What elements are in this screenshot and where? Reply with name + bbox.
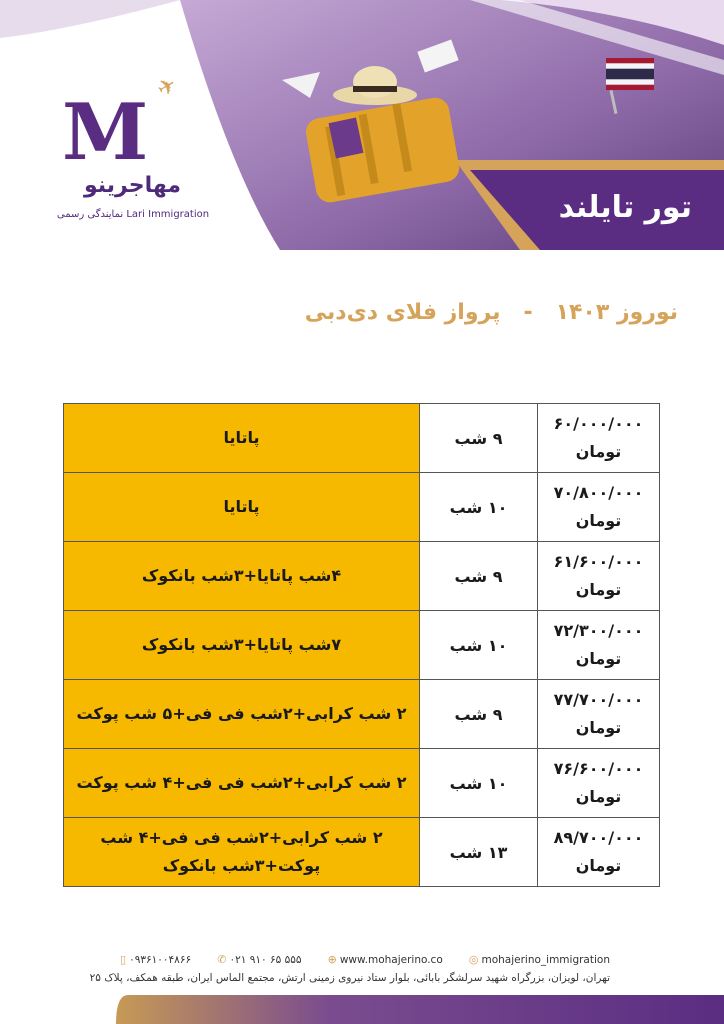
website-link[interactable]: ⊕ www.mohajerino.co — [327, 953, 443, 966]
nights-cell: ۱۰ شب — [420, 473, 538, 542]
price-cell: ۷۷/۷۰۰/۰۰۰ تومان — [538, 680, 660, 749]
nights-cell: ۱۳ شب — [420, 818, 538, 887]
globe-icon: ⊕ — [327, 953, 337, 966]
tour-subtitle: نوروز ۱۴۰۳ - پرواز فلای دی‌دبی — [304, 300, 678, 325]
table-row — [64, 818, 660, 887]
logo-letter: M — [62, 87, 149, 178]
instagram-icon: ◎ — [468, 953, 479, 966]
destination-cell: پاتایا — [64, 404, 420, 473]
destination-cell: ۷شب پاتایا+۳شب بانکوک — [64, 611, 420, 680]
brand-logo — [40, 72, 220, 235]
tour-title: تور تایلند — [558, 190, 692, 225]
destination-cell: ۲ شب کرابی+۲شب فی فی+۴ شب پوکت — [64, 749, 420, 818]
footer-address: تهران، لویزان، بزرگراه شهید سرلشگر بابائی، بلوار ستاد نیروی زمینی ارتش، مجتمع الماس ایران، طبقه همکف، پلاک ۲۵ — [89, 972, 610, 984]
thailand-flag-icon — [606, 58, 654, 90]
phone-contact[interactable]: ✆ ۰۲۱ ۹۱۰ ۶۵ ۵۵۵ — [217, 953, 302, 966]
footer-contacts — [120, 953, 610, 966]
price-cell: ۷۲/۳۰۰/۰۰۰ تومان — [538, 611, 660, 680]
nights-cell: ۹ شب — [420, 404, 538, 473]
brand-name: مهاجرینو — [84, 173, 181, 198]
table-row — [64, 542, 660, 611]
table-row — [64, 680, 660, 749]
mobile-icon: ▯ — [120, 953, 127, 966]
nights-cell: ۹ شب — [420, 680, 538, 749]
price-cell: ۸۹/۷۰۰/۰۰۰ تومان — [538, 818, 660, 887]
destination-cell: ۲ شب کرابی+۲شب فی فی+۵ شب پوکت — [64, 680, 420, 749]
destination-cell: پاتایا — [64, 473, 420, 542]
mobile-contact[interactable]: ▯ ۰۹۳۶۱۰۰۴۸۶۶ — [120, 953, 192, 966]
destination-cell: ۴شب پاتایا+۳شب بانکوک — [64, 542, 420, 611]
footer-bar — [116, 995, 724, 1024]
nights-cell: ۹ شب — [420, 542, 538, 611]
price-cell: ۶۰/۰۰۰/۰۰۰ تومان — [538, 404, 660, 473]
price-table — [63, 403, 660, 887]
nights-cell: ۱۰ شب — [420, 611, 538, 680]
table-row — [64, 611, 660, 680]
table-row — [64, 404, 660, 473]
nights-cell: ۱۰ شب — [420, 749, 538, 818]
table-row — [64, 749, 660, 818]
price-cell: ۷۶/۶۰۰/۰۰۰ تومان — [538, 749, 660, 818]
price-cell: ۶۱/۶۰۰/۰۰۰ تومان — [538, 542, 660, 611]
table-row — [64, 473, 660, 542]
destination-cell: ۲ شب کرابی+۲شب فی فی+۴ شب پوکت+۳شب بانکوک — [64, 818, 420, 887]
phone-icon: ✆ — [217, 953, 227, 966]
airplane-icon: ✈ — [152, 72, 182, 103]
instagram-link[interactable]: ◎ mohajerino_immigration — [468, 953, 610, 966]
price-cell: ۷۰/۸۰۰/۰۰۰ تومان — [538, 473, 660, 542]
brand-subtitle: نمایندگی رسمی Lari Immigration — [56, 209, 210, 220]
